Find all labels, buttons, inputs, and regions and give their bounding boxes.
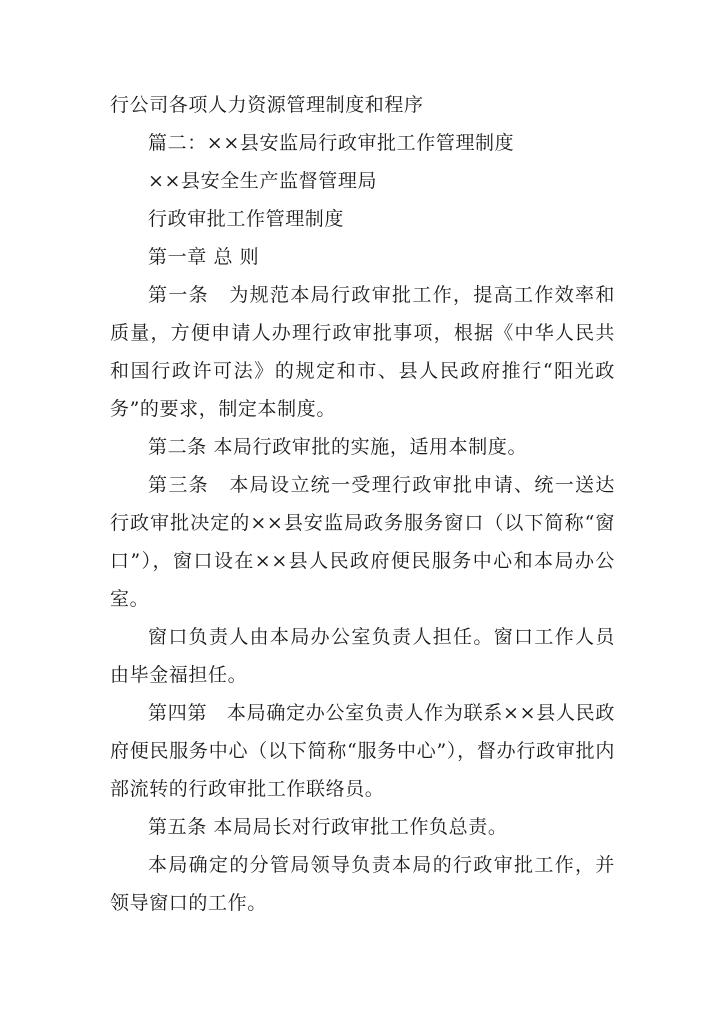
article-5: 第五条 本局局长对行政审批工作负总责。 (148, 816, 508, 838)
article-2: 第二条 本局行政审批的实施，适用本制度。 (148, 436, 528, 458)
paragraph-continuation: 行公司各项人力资源管理制度和程序 (110, 94, 424, 116)
article-4: 第四第 本局确定办公室负责人作为联系××县人民政府便民服务中心（以下简称“服务中心”），督办行政审批内部流转的行政审批工作联络员。 (110, 702, 615, 800)
organization-name: ××县安全生产监督管理局 (148, 170, 378, 192)
document-page (110, 86, 615, 922)
article-3-note: 窗口负责人由本局办公室负责人担任。窗口工作人员由毕金福担任。 (110, 626, 615, 686)
chapter-heading: 第一章 总 则 (148, 246, 260, 268)
article-5-note: 本局确定的分管局领导负责本局的行政审批工作，并领导窗口的工作。 (110, 854, 615, 914)
article-3: 第三条 本局设立统一受理行政审批申请、统一送达行政审批决定的××县安监局政务服务窗口（以下简称“窗口”），窗口设在××县人民政府便民服务中心和本局办公室。 (110, 474, 615, 610)
document-title: 行政审批工作管理制度 (148, 208, 345, 230)
article-1: 第一条 为规范本局行政审批工作，提高工作效率和质量，方便申请人办理行政审批事项，根据《中华人民共和国行政许可法》的规定和市、县人民政府推行“阳光政务”的要求，制定本制度。 (110, 284, 615, 420)
section-heading: 篇二：××县安监局行政审批工作管理制度 (148, 132, 515, 154)
